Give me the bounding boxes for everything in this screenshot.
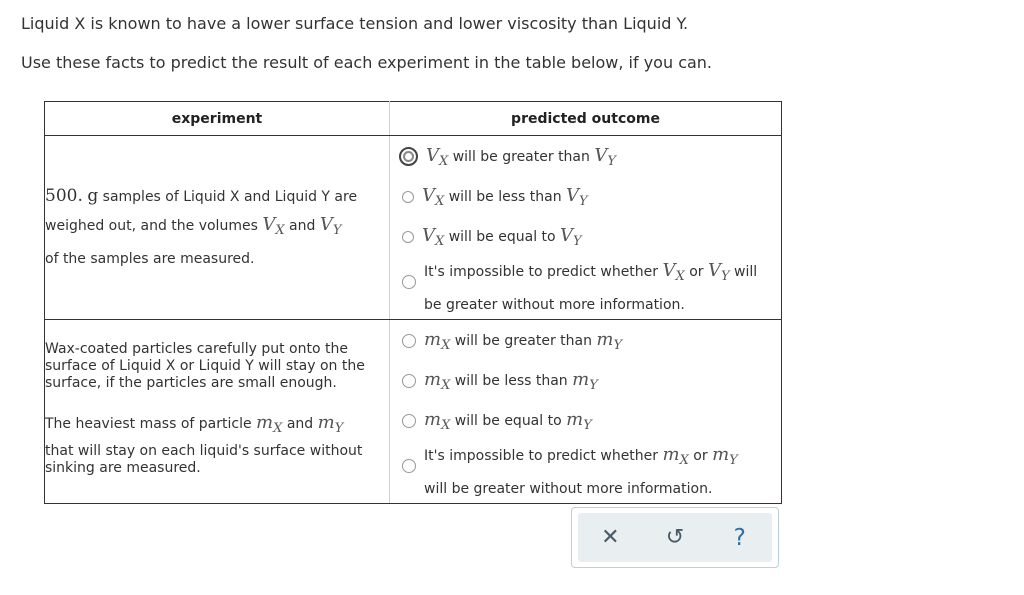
option-mx-less[interactable] [390,361,781,401]
experiment-2-text-1: Wax-coated particles carefully put onto the surface of Liquid X or Liquid Y will stay on the surface, if the particles are small enough. [45,341,365,391]
radio-button[interactable] [402,334,416,348]
help-button[interactable] [707,513,772,562]
sample-mass-unit: g [87,186,99,206]
option-mx-greater[interactable] [390,321,781,361]
experiment-2-options [390,320,782,504]
table-header-row [45,102,782,136]
radio-button[interactable] [402,231,414,243]
var-vy: $V_Y$ [319,214,342,238]
sample-mass-value: 500. [45,186,83,206]
header-experiment: experiment [45,102,390,136]
experiment-1-text-part: and [284,218,320,234]
option-label: $V_X$ will be greater than $V_Y$ [426,144,616,169]
experiment-1-text [45,182,389,273]
option-vx-less[interactable] [390,177,781,217]
close-icon: ✕ [601,525,620,550]
experiment-1-description [45,136,390,320]
experiment-1-text-part: weighed out, and the volumes [45,218,263,234]
var-my: $m_Y$ [317,412,344,436]
option-label: $m_X$ will be greater than $m_Y$ [424,328,623,353]
experiment-1-text-part: samples of Liquid X and Liquid Y are [98,189,358,205]
clear-button[interactable] [578,513,643,562]
radio-button[interactable] [402,459,416,473]
radio-button[interactable] [402,191,414,203]
option-vx-equal[interactable] [390,217,781,257]
option-mx-equal[interactable] [390,401,781,441]
option-v-impossible[interactable] [390,257,781,319]
header-predicted-outcome: predicted outcome [390,102,782,136]
radio-button[interactable] [402,275,416,289]
option-m-impossible[interactable] [390,441,781,503]
help-icon: ? [733,524,746,551]
option-label: It's impossible to predict whether $m_X$ or $m_Y$ will be greater without more information. [424,443,738,497]
option-vx-greater[interactable] [390,137,781,177]
option-label: $V_X$ will be equal to $V_Y$ [422,224,582,249]
experiment-1-options [390,136,782,320]
experiment-table [44,101,782,504]
radio-button[interactable] [402,374,416,388]
undo-button[interactable] [643,513,708,562]
option-label: It's impossible to predict whether $V_X$ or $V_Y$ will be greater without more information. [424,259,758,313]
option-label: $m_X$ will be equal to $m_Y$ [424,408,592,433]
intro-line-2: Use these facts to predict the result of each experiment in the table below, if you can. [21,53,713,72]
undo-icon: ↺ [665,525,685,550]
experiment-2-description [45,320,390,504]
table-row [45,320,782,504]
intro-line-1: Liquid X is known to have a lower surface tension and lower viscosity than Liquid Y. [21,14,689,33]
option-label: $V_X$ will be less than $V_Y$ [422,184,588,209]
experiment-1-text-part: of the samples are measured. [45,251,255,267]
radio-button-selected[interactable] [399,147,418,166]
option-label: $m_X$ will be less than $m_Y$ [424,368,598,393]
var-mx: $m_X$ [256,412,283,436]
experiment-2-text-2: The heaviest mass of particle $m_X$ and $m_Y$ that will stay on each liquid's surface without sinking are measured. [45,412,363,476]
var-vx: $V_X$ [262,214,285,238]
answer-toolbar-inner [578,513,772,562]
radio-button[interactable] [402,414,416,428]
answer-toolbar [571,507,779,568]
table-row [45,136,782,320]
